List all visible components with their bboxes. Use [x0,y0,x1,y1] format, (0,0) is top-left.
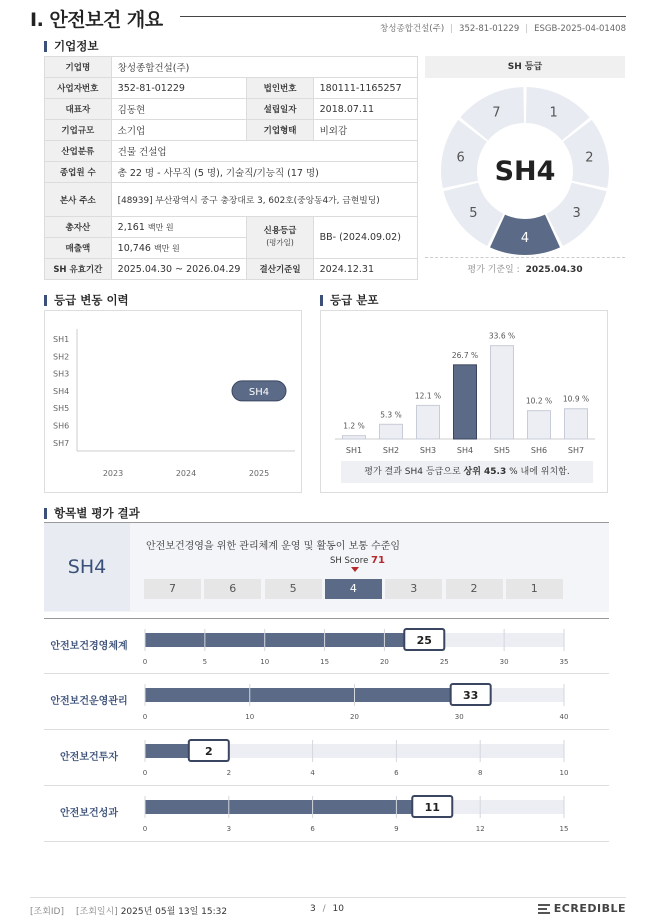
label-assets: 총자산 [45,217,112,238]
category-row [44,674,609,730]
grade-box-4: 4 [325,579,382,599]
distribution-category-label: SH4 [456,446,474,455]
category-tick-label: 5 [202,658,208,666]
category-tick-label: 15 [320,658,330,666]
history-x-label: 2023 [102,469,124,478]
category-row [44,730,609,786]
category-tick-label: 10 [559,769,569,777]
sh-grade-current: SH4 [494,156,556,187]
category-label-line1: 안전보건 [50,696,89,707]
history-y-label: SH2 [53,352,70,362]
category-value-label: 33 [463,689,479,702]
distribution-note [341,461,593,483]
history-y-label: SH7 [53,438,70,448]
category-bar-chart [44,674,609,730]
page-title: Ⅰ. 안전보건 개요 [30,9,163,31]
value-ceo: 김동현 [111,99,247,120]
category-tick-label: 25 [439,658,449,666]
category-tick-label: 2 [226,769,232,777]
history-y-label: SH5 [53,404,70,414]
distribution-value-label: 1.2 % [343,421,365,431]
footer-page-current: 3 [310,904,316,914]
header-doc-no: ESGB-2025-04-01408 [534,24,626,34]
footer-query-time-value: 2025년 05월 13일 15:32 [120,907,228,917]
grade-box-2: 2 [446,579,503,599]
value-assets [111,217,247,238]
category-tick-label: 15 [559,825,569,833]
history-x-label: 2024 [175,469,197,478]
category-tick-label: 12 [475,825,485,833]
sh-grade-head: SH 등급 [425,56,625,78]
items-grade: SH4 [44,523,130,611]
category-tick-label: 9 [394,825,399,833]
sh-score [330,555,385,566]
category-tick-label: 40 [559,713,569,721]
category-label-line2: 운영관리 [89,696,128,707]
category-tick-label: 0 [142,713,148,721]
ecredible-logo [538,902,626,915]
header-meta: 창성종합건설(주) | 352-81-01229 | ESGB-2025-04-01408 [380,24,626,34]
category-tick-label: 20 [350,713,359,721]
label-ceo: 대표자 [45,99,112,120]
value-name: 창성종합건설(주) [111,57,417,78]
category-label-line1: 안전보건 [60,808,99,819]
label-biz-no: 사업자번호 [45,78,112,99]
label-employees: 종업원 수 [45,162,112,183]
assets-amount: 2,161 [117,221,145,233]
category-tick-label: 6 [394,769,399,777]
value-sales [111,238,247,259]
header-company: 창성종합건설(주) [380,24,445,34]
category-tick-label: 0 [142,769,148,777]
eval-date-label: 평가 기준일 : [467,265,520,275]
distribution-value-label: 12.1 % [414,391,442,401]
distribution-value-label: 10.2 % [525,396,553,406]
value-scale: 소기업 [111,120,247,141]
history-x-label: 2025 [248,469,270,478]
distribution-category-label: SH6 [530,446,548,455]
sh-score-value: 71 [371,555,385,566]
label-validity: SH 유효기간 [45,259,112,280]
distribution-bar-sh5 [491,346,514,439]
history-point-label: SH4 [248,386,270,398]
label-corp-no: 법인번호 [247,78,313,99]
grade-box-1: 1 [506,579,563,599]
note-bold: 상위 45.3 [463,467,507,477]
label-founded: 설립일자 [247,99,313,120]
value-industry: 건물 건설업 [111,141,417,162]
value-validity: 2025.04.30 ~ 2026.04.29 [111,259,247,280]
items-description: 안전보건경영을 위한 관리체계 운영 및 활동이 보통 수준임 [146,541,401,552]
ring-segment-label-5: 5 [469,206,478,222]
distribution-bar-sh6 [528,411,551,439]
distribution-category-label: SH2 [382,446,400,455]
history-y-label: SH1 [53,335,70,344]
value-address: [48939] 부산광역시 중구 충장대로 3, 602호(중앙동4가, 금현빌딩) [111,183,417,217]
distribution-panel [320,310,608,493]
category-tick-label: 10 [245,713,255,721]
category-label-line2: 경영체계 [89,641,128,652]
label-settle: 결산기준일 [247,259,313,280]
category-value-label: 2 [204,745,213,758]
history-title: 등급 변동 이력 [44,292,129,308]
category-bar-fill [145,633,444,647]
value-biz-no: 352-81-01229 [111,78,247,99]
items-title: 항목별 평가 결과 [44,505,140,521]
category-bar-chart [44,619,609,675]
ring-segment-label-2: 2 [585,150,594,166]
history-y-label: SH6 [53,421,70,431]
category-row [44,786,609,842]
category-tick-label: 10 [260,658,270,666]
label-credit-main: 신용등급 [263,226,297,236]
logo-mark-icon [538,904,550,914]
ring-segment-label-6: 6 [456,150,465,166]
category-label-line2: 투자 [98,752,118,763]
category-label-line2: 성과 [98,808,118,819]
category-tick-label: 30 [499,658,509,666]
distribution-category-label: SH5 [493,446,511,455]
category-tick-label: 35 [559,658,569,666]
category-tick-label: 0 [142,825,148,833]
grade-box-6: 6 [204,579,261,599]
footer-page-sep: / [322,904,326,914]
grade-box-3: 3 [385,579,442,599]
distribution-value-label: 5.3 % [380,410,402,420]
category-tick-label: 3 [226,825,232,833]
label-credit [247,217,313,259]
label-credit-sub: (평가일) [266,238,294,247]
distribution-category-label: SH3 [419,446,437,455]
items-summary [44,522,609,612]
distribution-bar-sh4 [454,365,477,439]
category-row [44,618,609,674]
distribution-category-label: SH1 [345,446,363,455]
note-post: % 내에 위치함. [506,467,570,477]
category-value-label: 25 [416,634,432,647]
footer-query-time-label: [조회일시] [76,907,118,917]
sales-amount: 10,746 [117,242,151,254]
value-corp-no: 180111-1165257 [313,78,417,99]
category-value-label: 11 [424,801,440,814]
sh-score-label: SH Score [330,556,369,566]
company-info-table [44,56,418,280]
score-pointer-icon [351,567,359,572]
value-employees: 총 22 명 - 사무직 (5 명), 기술직/기능직 (17 명) [111,162,417,183]
grade-box-5: 5 [265,579,322,599]
distribution-bar-sh7 [565,409,588,439]
history-y-label: SH4 [53,386,70,396]
distribution-chart [321,311,609,461]
distribution-bar-sh1 [343,436,366,439]
category-tick-label: 0 [142,658,148,666]
eval-date [425,262,625,275]
logo-text: ECREDIBLE [553,902,626,915]
assets-unit: 백만 원 [147,222,174,232]
grade-box-7: 7 [144,579,201,599]
footer-query-time [76,904,227,917]
category-bar-fill [145,688,491,702]
company-info-title: 기업정보 [44,38,98,54]
footer-divider [30,897,626,898]
category-tick-label: 4 [310,769,315,777]
sales-unit: 백만 원 [153,243,180,253]
label-sales: 매출액 [45,238,112,259]
value-founded: 2018.07.11 [313,99,417,120]
eval-date-value: 2025.04.30 [525,265,583,275]
footer-page [310,904,344,914]
category-bar-chart [44,786,609,842]
label-industry: 산업분류 [45,141,112,162]
eval-date-divider [425,257,625,258]
footer-page-total: 10 [332,904,344,914]
distribution-value-label: 26.7 % [451,350,479,360]
distribution-value-label: 33.6 % [488,331,516,341]
distribution-value-label: 10.9 % [562,394,590,404]
label-name: 기업명 [45,57,112,78]
value-type: 비외감 [313,120,417,141]
sh-grade-ring [425,84,625,259]
category-tick-label: 30 [454,713,464,721]
ring-segment-label-4: 4 [520,231,530,246]
category-label-line1: 안전보건 [60,752,99,763]
history-panel [44,310,302,493]
category-bar-fill [145,800,452,814]
title-divider [180,16,626,17]
label-address: 본사 주소 [45,183,112,217]
header-biz-no: 352-81-01229 [459,24,520,34]
ring-segment-label-7: 7 [492,105,501,121]
value-credit: BB- (2024.09.02) [313,217,417,259]
category-tick-label: 20 [379,658,389,666]
distribution-bar-sh3 [417,405,440,439]
category-label-line1: 안전보건 [50,641,89,652]
history-chart [45,311,303,494]
footer-query-id: [조회ID] [30,907,64,917]
ring-segment-label-3: 3 [572,206,581,222]
distribution-category-label: SH7 [567,446,585,455]
label-scale: 기업규모 [45,120,112,141]
value-settle: 2024.12.31 [313,259,417,280]
category-tick-label: 6 [310,825,315,833]
distribution-bar-sh2 [380,424,403,439]
ring-segment-label-1: 1 [549,105,558,121]
history-y-label: SH3 [53,369,70,379]
category-bar-chart [44,730,609,786]
note-pre: 평가 결과 SH4 등급으로 [364,467,464,477]
distribution-title: 등급 분포 [320,292,378,308]
label-type: 기업형태 [247,120,313,141]
category-tick-label: 8 [477,769,483,777]
